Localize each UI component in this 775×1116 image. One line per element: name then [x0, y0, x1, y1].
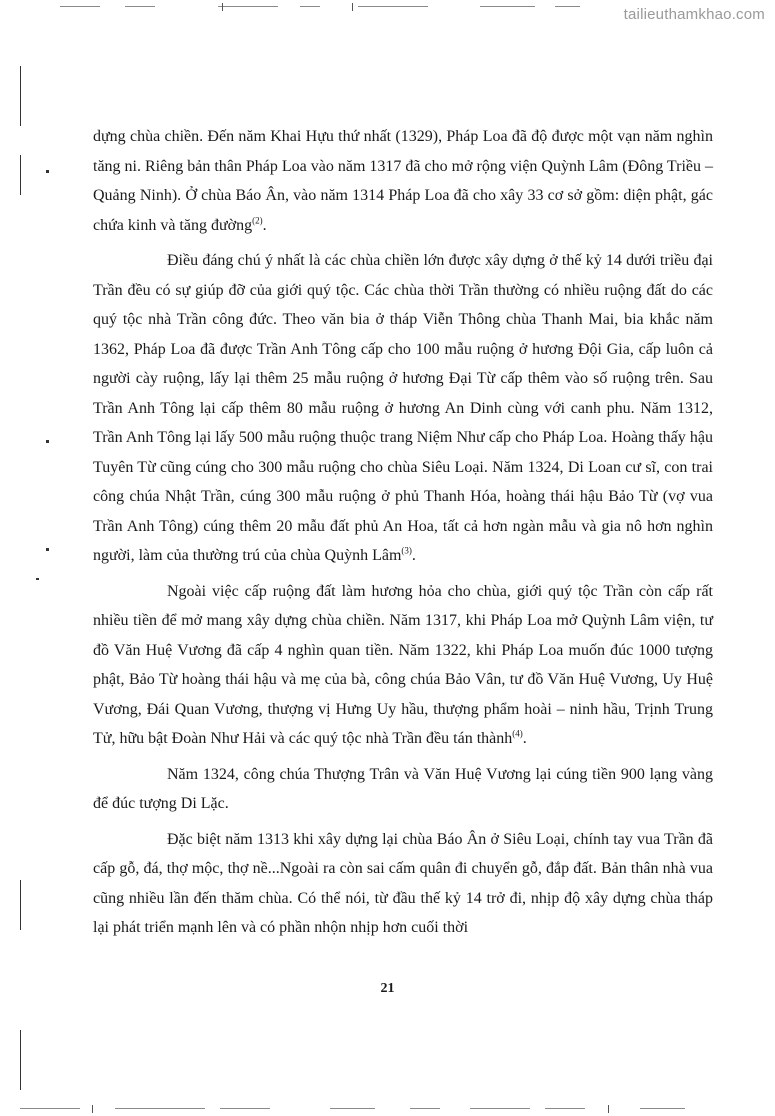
footnote-ref: (4) [512, 728, 523, 739]
paragraph: Ngoài việc cấp ruộng đất làm hương hỏa cho chùa, giới quý tộc Trần còn cấp rất nhiều tiền để mở mang xây dựng chùa chiền. Năm 1317, khi Pháp Loa mở Quỳnh Lâm viện, tư đồ Văn Huệ Vương đã cấp 4 nghìn quan tiền. Năm 1322, khi Pháp Loa muốn đúc 1000 tượng phật, Bảo Từ hoàng thái hậu và mẹ của bà, công chúa Bảo Vân, tư đồ Văn Huệ Vương, Uy Huệ Vương, Đái Quan Vương, thượng vị Hưng Uy hầu, thượng phẩm hoài – ninh hầu, Trịnh Trung Tử, hữu bật Đoàn Như Hải và các quý tộc nhà Trần đều tán thành$^{(4)}$. [93, 582, 713, 747]
paragraph: Điều đáng chú ý nhất là các chùa chiền lớn được xây dựng ở thế kỷ 14 dưới triều đại Trần đều có sự giúp đỡ của giới quý tộc. Các chùa thời Trần thường có nhiều ruộng đất do các quý tộc nhà Trần công đức. Theo văn bia ở tháp Viễn Thông chùa Thanh Mai, bia khắc năm 1362, Pháp Loa đã được Trần Anh Tông cấp cho 100 mẫu ruộng ở hương Đội Gia, cấp luôn cả người cày ruộng, lấy lại thêm 25 mẫu ruộng ở hương Đại Từ cấp thêm vào số ruộng trên. Sau Trần Anh Tông lại cấp thêm 80 mẫu ruộng ở hương An Dinh cùng với canh phu. Năm 1312, Trần Anh Tông lại lấy 500 mẫu ruộng thuộc trang Niệm Như cấp cho Pháp Loa. Hoàng thấy hậu Tuyên Từ cũng cúng cho 300 mẫu ruộng cho chùa Siêu Loại. Năm 1324, Di Loan cư sĩ, con trai công chúa Nhật Trần, cúng 300 mẫu ruộng ở phủ Thanh Hóa, hoàng thái hậu Bảo Từ (vợ vua Trần Anh Tông) cúng thêm 20 mẫu đất phủ An Hoa, tất cả hơn ngàn mẫu và gia nô hơn nghìn người, làm của thường trú của chùa Quỳnh Lâm$^{(3)}$. [93, 252, 713, 564]
footnote-ref: (3) [401, 545, 412, 556]
margin-scan-marks [0, 0, 60, 1116]
paragraph: Đặc biệt năm 1313 khi xây dựng lại chùa Báo Ân ở Siêu Loại, chính tay vua Trần đã cấp gỗ, đá, thợ mộc, thợ nề...Ngoài ra còn sai cấm quân đi chuyển gỗ, đắp đất. Bản thân nhà vua cũng nhiều lần đến thăm chùa. Có thể nói, từ đầu thế kỷ 14 trở đi, nhịp độ xây dựng chùa tháp lại phát triển mạnh lên và có phần nhộn nhịp hơn cuối thời [93, 830, 713, 936]
document-body [93, 122, 713, 949]
scan-artifact-top [0, 2, 775, 12]
page-number: 21 [380, 981, 395, 996]
paragraph: Năm 1324, công chúa Thượng Trân và Văn Huệ Vương lại cúng tiền 900 lạng vàng để đúc tượng Di Lặc. [93, 765, 713, 812]
paragraph: dựng chùa chiền. Đến năm Khai Hựu thứ nhất (1329), Pháp Loa đã độ được một vạn năm nghìn tăng ni. Riêng bản thân Pháp Loa vào năm 1317 đã cho mở rộng viện Quỳnh Lâm (Đông Triều – Quảng Ninh). Ở chùa Báo Ân, vào năm 1314 Pháp Loa đã cho xây 33 cơ sở gồm: diện phật, gác chứa kinh và tăng đường$^{(2)}$. [93, 128, 713, 234]
scan-artifact-bottom [0, 1104, 775, 1114]
watermark: tailieuthamkhao.com [623, 6, 765, 23]
footnote-ref: (2) [252, 215, 263, 226]
